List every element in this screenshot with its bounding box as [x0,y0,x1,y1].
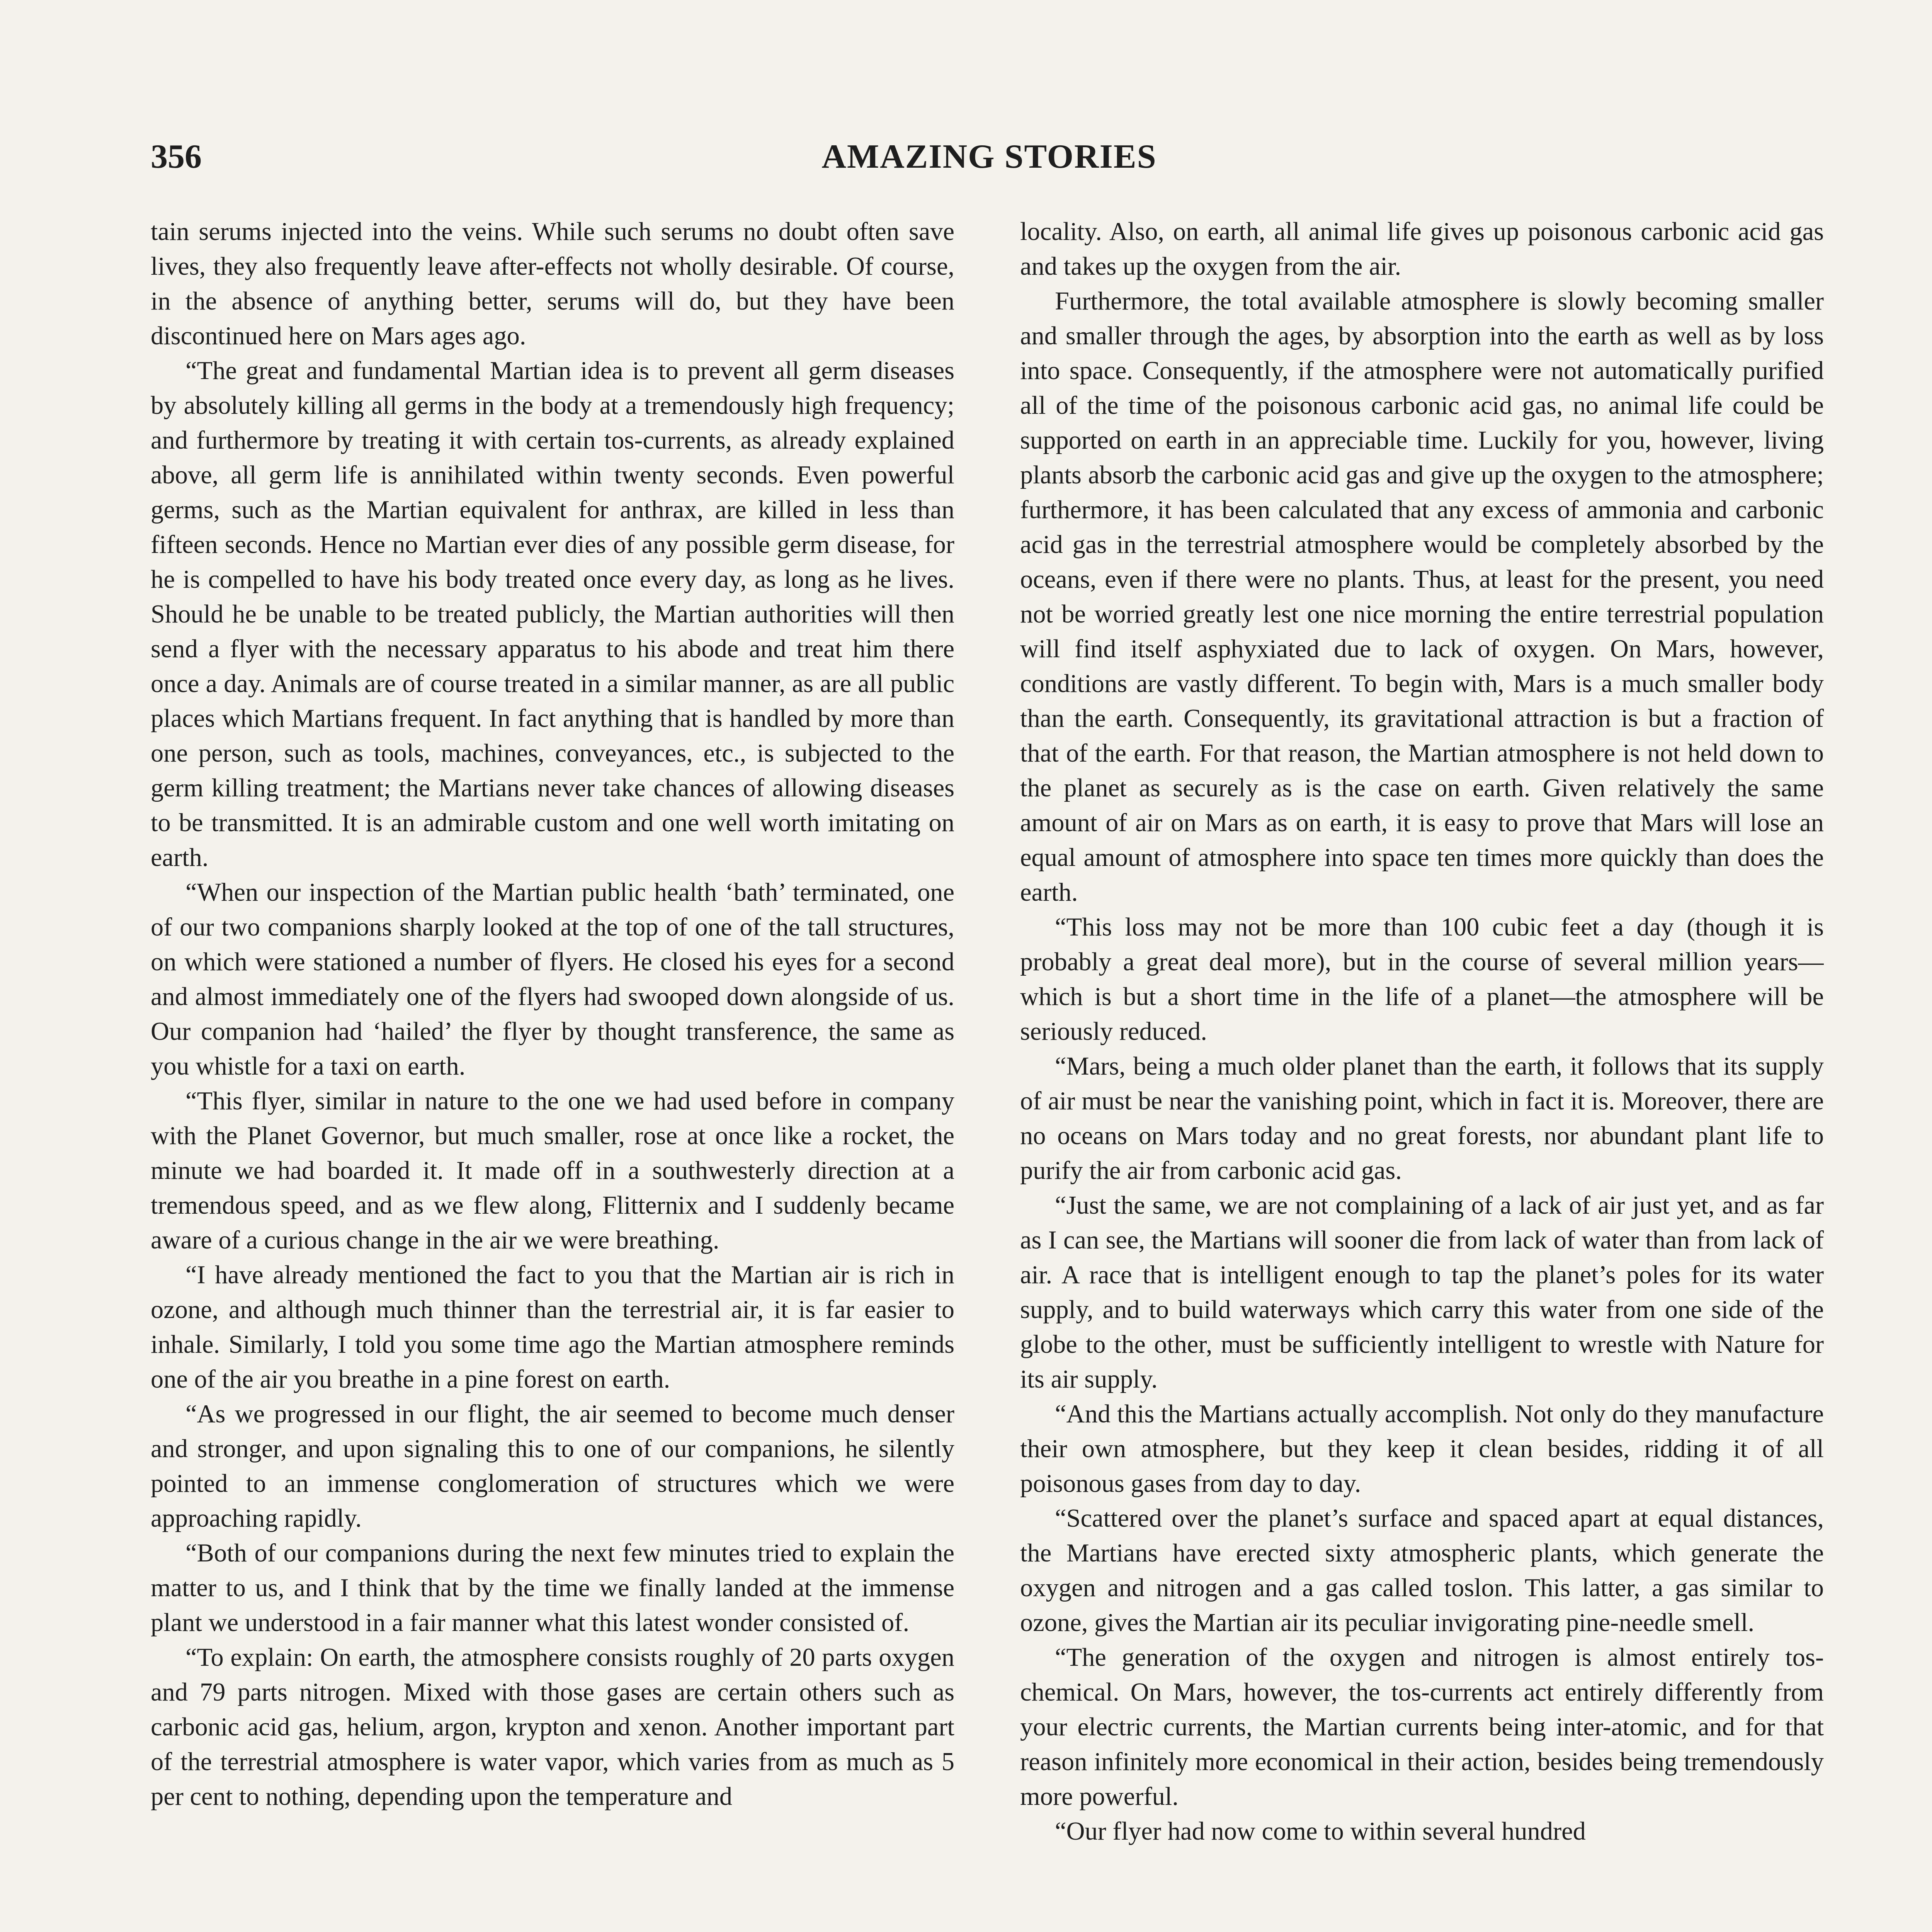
left-column [151,214,954,1932]
paragraph: “And this the Martians actually accomplish. Not only do they manufacture their own atmosphere, but they keep it clean besides, ridding it of all poisonous gases from day to day. [1020,1400,1824,1498]
page-number: 356 [151,138,202,175]
text-columns [151,214,1824,1932]
magazine-title: AMAZING STORIES [821,138,1157,175]
paragraph: “The great and fundamental Martian idea is to prevent all germ diseases by absolutely killing all germs in the body at a tremendously high frequency; and furthermore by treating it with certain tos-currents, as already explained above, all germ life is annihilated within twenty seconds. Even powerful germs, such as the Martian equivalent for anthrax, are killed in less than fifteen seconds. Hence no Martian ever dies of any possible germ disease, for he is compelled to have his body treated once every day, as long as he lives. Should he be unable to be treated publicly, the Martian authorities will then send a flyer with the necessary apparatus to his abode and treat him there once a day. Animals are of course treated in a similar manner, as are all public places which Martians frequent. In fact anything that is handled by more than one person, such as tools, machines, conveyances, etc., is subjected to the germ killing treatment; the Martians never take chances of allowing diseases to be transmitted. It is an admirable custom and one well worth imitating on earth. [151,357,954,872]
paragraph: “This flyer, similar in nature to the one we had used before in company with the Planet Governor, but much smaller, rose at once like a rocket, the minute we had boarded it. It made off in a southwesterly direction at a tremendous speed, and as we flew along, Flitternix and I suddenly became aware of a curious change in the air we were breathing. [151,1087,954,1254]
running-header [151,137,1828,180]
paragraph: “Both of our companions during the next few minutes tried to explain the matter to us, and I think that by the time we finally landed at the immense plant we understood in a fair manner what this latest wonder consisted of. [151,1539,954,1637]
paragraph: “This loss may not be more than 100 cubic feet a day (though it is probably a great deal more), but in the course of several million years—which is but a short time in the life of a planet—the atmosphere will be seriously reduced. [1020,913,1824,1046]
paragraph: locality. Also, on earth, all animal life gives up poisonous carbonic acid gas and takes up the oxygen from the air. [1020,218,1824,281]
paragraph: “Scattered over the planet’s surface and spaced apart at equal distances, the Martians have erected sixty atmospheric plants, which generate the oxygen and nitrogen and a gas called toslon. This latter, a gas similar to ozone, gives the Martian air its peculiar invigorating pine-needle smell. [1020,1504,1824,1637]
paragraph: “Mars, being a much older planet than the earth, it follows that its supply of air must be near the vanishing point, which in fact it is. Moreover, there are no oceans on Mars today and no great forests, nor abundant plant life to purify the air from carbonic acid gas. [1020,1052,1824,1185]
paragraph: “I have already mentioned the fact to you that the Martian air is rich in ozone, and although much thinner than the terrestrial air, it is far easier to inhale. Similarly, I told you some time ago the Martian atmosphere reminds one of the air you breathe in a pine forest on earth. [151,1261,954,1393]
paragraph: Furthermore, the total available atmosphere is slowly becoming smaller and smaller through the ages, by absorption into the earth as well as by loss into space. Consequently, if the atmosphere were not automatically purified all of the time of the poisonous carbonic acid gas, no animal life could be supported on earth in an appreciable time. Luckily for you, however, living plants absorb the carbonic acid gas and give up the oxygen to the atmosphere; furthermore, it has been calculated that any excess of ammonia and carbonic acid gas in the terrestrial atmosphere would be completely absorbed by the oceans, even if there were no plants. Thus, at least for the present, you need not be worried greatly lest one nice morning the entire terrestrial population will find itself asphyxiated due to lack of oxygen. On Mars, however, conditions are vastly different. To begin with, Mars is a much smaller body than the earth. Consequently, its gravitational attraction is but a fraction of that of the earth. For that reason, the Martian atmosphere is not held down to the planet as securely as is the case on earth. Given relatively the same amount of air on Mars as on earth, it is easy to prove that Mars will lose an equal amount of atmosphere into space ten times more quickly than does the earth. [1020,287,1824,906]
paragraph: “Just the same, we are not complaining of a lack of air just yet, and as far as I can see, the Martians will sooner die from lack of water than from lack of air. A race that is intelligent enough to tap the planet’s poles for its water supply, and to build waterways which carry this water from one side of the globe to the other, must be sufficiently intelligent to wrestle with Nature for its air supply. [1020,1191,1824,1393]
paragraph: “When our inspection of the Martian public health ‘bath’ terminated, one of our two companions sharply looked at the top of one of the tall structures, on which were stationed a number of flyers. He closed his eyes for a second and almost immediately one of the flyers had swooped down alongside of us. Our companion had ‘hailed’ the flyer by thought transference, the same as you whistle for a taxi on earth. [151,878,954,1080]
paragraph: “As we progressed in our flight, the air seemed to become much denser and stronger, and upon signaling this to one of our companions, he silently pointed to an immense conglomeration of structures which we were approaching rapidly. [151,1400,954,1532]
paragraph: “Our flyer had now come to within several hundred [1055,1817,1586,1845]
paragraph: tain serums injected into the veins. While such serums no doubt often save lives, they also frequently leave after-effects not wholly desirable. Of course, in the absence of anything better, serums will do, but they have been discontinued here on Mars ages ago. [151,218,954,350]
paragraph: “The generation of the oxygen and nitrogen is almost entirely tos-chemical. On Mars, however, the tos-currents act entirely differently from your electric currents, the Martian currents being inter-atomic, and for that reason infinitely more economical in their action, besides being tremendously more powerful. [1020,1643,1824,1811]
right-column [1020,214,1824,1932]
paragraph: “To explain: On earth, the atmosphere consists roughly of 20 parts oxygen and 79 parts nitrogen. Mixed with those gases are certain others such as carbonic acid gas, helium, argon, krypton and xenon. Another important part of the terrestrial atmosphere is water vapor, which varies from as much as 5 per cent to nothing, depending upon the temperature and [151,1643,954,1811]
